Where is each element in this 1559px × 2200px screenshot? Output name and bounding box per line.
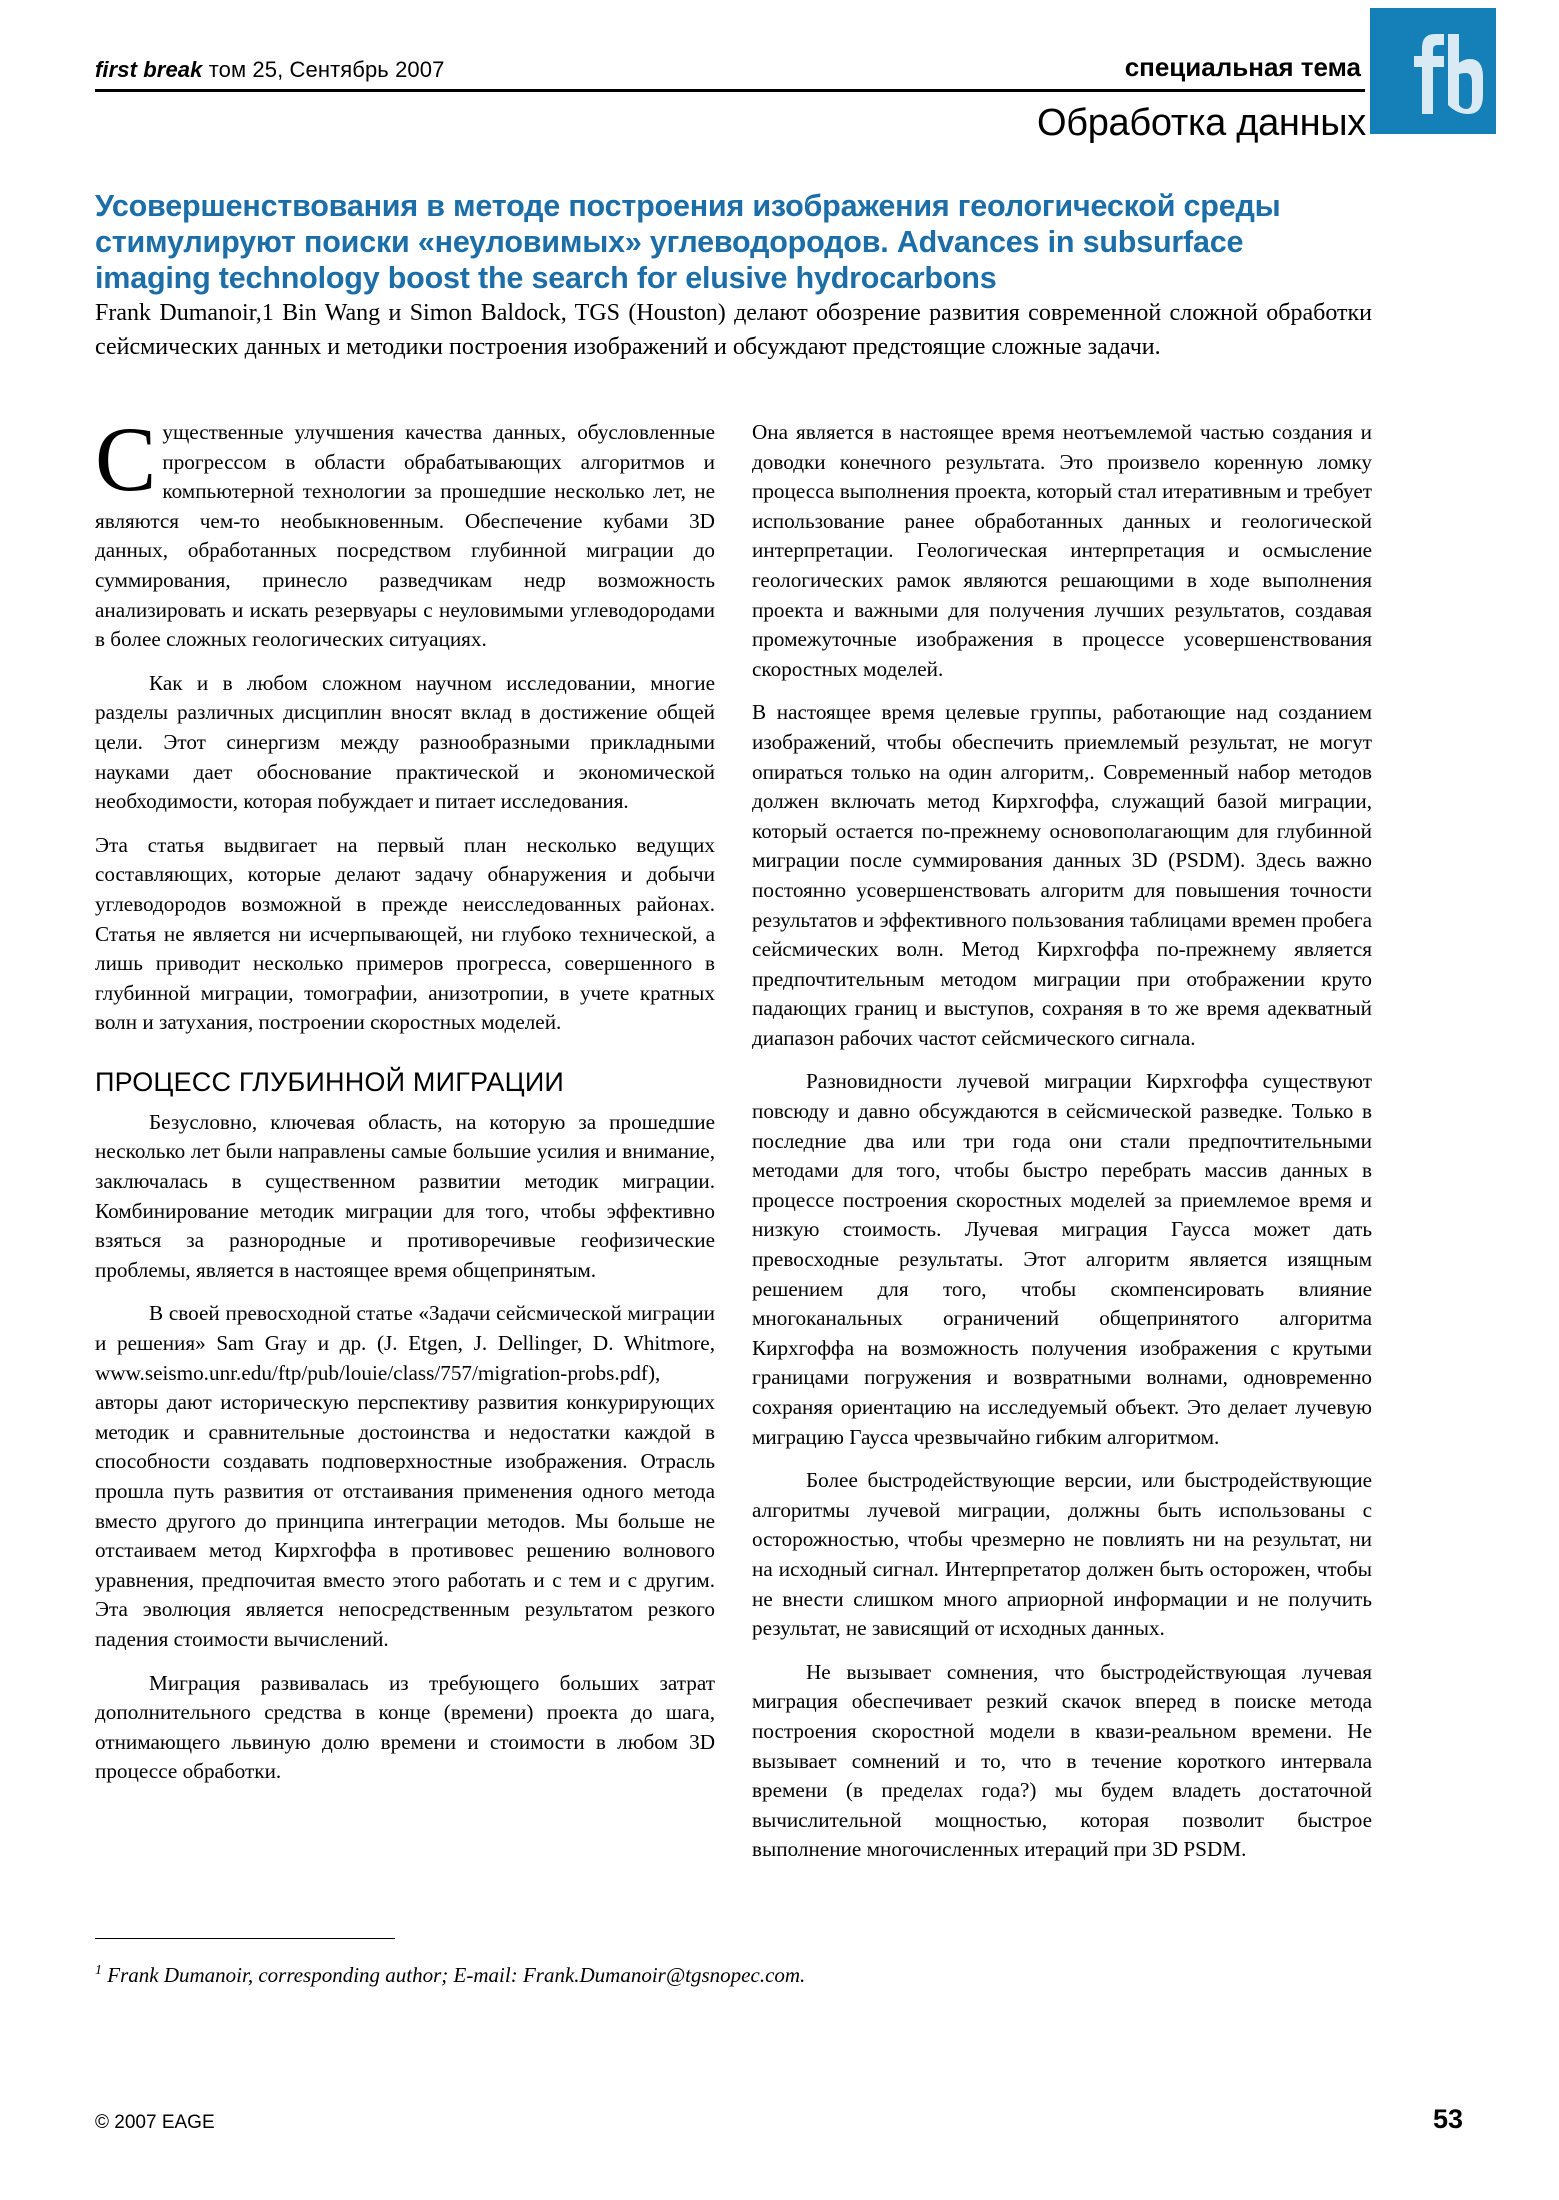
- paragraph: В своей превосходной статье «Задачи сейсмической миграции и решения» Sam Gray и др. (J. Etgen, J. Dellinger, D. Whitmore, www.seismo.unr.edu/ftp/pub/louie/class/757/migration-probs.pdf), авторы дают историческую перспективу развития конкурирующих методик и сравнительные достоинства и недостатки каждой в способности создавать подповерхностные изображения. Отрасль прошла путь развития от отстаивания применения одного метода вместо другого до принципа интеграции методов. Мы больше не отстаиваем метод Кирхгоффа в противовес решению волнового уравнения, предпочитая вместо этого работать и с тем и с другим. Эта эволюция является непосредственным результатом резкого падения стоимости вычислений.: [95, 1301, 715, 1651]
- running-head: [95, 52, 1365, 92]
- article-standfirst: Frank Dumanoir,1 Bin Wang и Simon Baldock, TGS (Houston) делают обозрение развития современной сложной обработки сейсмических данных и методики построения изображений и обсуждают предстоящие сложные задачи.: [95, 300, 1372, 360]
- journal-name: first break: [95, 57, 203, 82]
- article-title: [95, 188, 1375, 296]
- paragraph: Разновидности лучевой миграции Кирхгоффа существуют повсюду и давно обсуждаются в сейсмической разведке. Только в последние два или три года они стали предпочтительными методами для того, чтобы быстро перебрать массив данных в процессе построения скоростных моделей за приемлемое время и низкую стоимость. Лучевая миграция Гаусса может дать превосходные результаты. Этот алгоритм является изящным решением для того, чтобы скомпенсировать влияние многоканальных ограничений общепринятого алгоритма Кирхгоффа на возможность получения изображения с крутыми границами погружения и возвратными волнами, одновременно сохраняя ориентацию на исследуемый объект. Это делает лучевую миграцию Гаусса чрезвычайно гибким алгоритмом.: [752, 1069, 1372, 1449]
- footnote-divider: [95, 1938, 395, 1939]
- copyright-notice: © 2007 EAGE: [95, 2112, 215, 2133]
- first-break-logo: [1370, 8, 1496, 134]
- article-title-line-3: imaging technology boost the search for elusive hydrocarbons: [95, 261, 997, 295]
- section-heading: ПРОЦЕСС ГЛУБИННОЙ МИГРАЦИИ: [95, 1066, 565, 1097]
- paragraph: Она является в настоящее время неотъемлемой частью создания и доводки конечного результата. Это произвело коренную ломку процесса выполнения проекта, который стал итеративным и требует использование ранее обработанных данных и геологической интерпретации. Геологическая интерпретация и осмысление геологических рамок являются решающими в ходе выполнения проекта и важными для получения лучших результатов, создавая промежуточные изображения в процессе усовершенствования скоростных моделей.: [752, 420, 1372, 681]
- article-title-line-1: Усовершенствования в методе построения изображения геологической среды: [95, 189, 1281, 223]
- body-column-left: [95, 408, 715, 1801]
- paragraph: Миграция развивалась из требующего больших затрат дополнительного средства в конце (времени) проекта до шага, отнимающего львиную долю времени и стоимости в любом 3D процессе обработки.: [95, 1670, 715, 1784]
- article-title-line-2: стимулируют поиски «неуловимых» углеводородов. Advances in subsurface: [95, 225, 1244, 259]
- section-kicker: Обработка данных: [1037, 102, 1366, 144]
- paragraph: Эта статья выдвигает на первый план несколько ведущих составляющих, которые делают задачу обнаружения и добычи углеводородов возможной в прежде неисследованных районах. Статья не является ни исчерпывающей, ни глубоко технической, а лишь приводит несколько примеров прогресса, совершенного в глубинной миграции, томографии, анизотропии, в учете кратных волн и затухания, построении скоростных моделей.: [95, 832, 715, 1035]
- paragraph: Безусловно, ключевая область, на которую за прошедшие несколько лет были направлены самые большие усилия и внимание, заключалась в существенном развитии методик миграции. Комбинирование методик миграции для того, чтобы эффективно взяться за разнородные и противоречивые геофизические проблемы, является в настоящее время общепринятым.: [95, 1109, 715, 1282]
- drop-cap: С: [95, 408, 157, 510]
- paragraph: Как и в любом сложном научном исследовании, многие разделы различных дисциплин вносят вклад в достижение общей цели. Этот синергизм между разнообразными прикладными науками дает обоснование практической и экономической необходимости, которая побуждает и питает исследования.: [95, 670, 715, 814]
- paragraph-text: ущественные улучшения качества данных, обусловленные прогрессом в области обрабатывающих алгоритмов и компьютерной технологии за прошедшие несколько лет, не являются чем-то необыкновенным. Обеспечение кубами 3D данных, обработанных посредством глубинной миграции до суммирования, принесло разведчикам недр возможность анализировать и искать резервуары с неуловимыми углеводородами в более сложных геологических ситуациях.: [95, 420, 715, 652]
- body-column-right: [752, 418, 1372, 1879]
- section-label: специальная тема: [1124, 52, 1361, 82]
- paragraph: Не вызывает сомнения, что быстродействующая лучевая миграция обеспечивает резкий скачок вперед в поиске метода построения скоростной модели в квази-реальном времени. Не вызывает сомнений и то, что в течение короткого интервала времени (в пределах года?) мы будем владеть достаточной вычислительной мощностью, которая позволит быстрое выполнение многочисленных итераций при 3D PSDM.: [752, 1659, 1372, 1862]
- running-head-left: [95, 57, 444, 83]
- page-number: 53: [1432, 2104, 1463, 2134]
- paragraph: Более быстродействующие версии, или быстродействующие алгоритмы лучевой миграции, должны быть использованы с осторожностью, чтобы чрезмерно не повлиять ни на результат, ни на исходный сигнал. Интерпретатор должен быть осторожен, чтобы не внести слишком много априорной информации и не получить результат, не зависящий от исходных данных.: [752, 1468, 1372, 1641]
- journal-issue: том 25, Сентябрь 2007: [202, 57, 445, 82]
- footnote-text: Frank Dumanoir, corresponding author; E-mail: Frank.Dumanoir@tgsnopec.com.: [102, 1963, 806, 1987]
- paragraph: В настоящее время целевые группы, работающие над созданием изображений, чтобы обеспечить приемлемый результат, не могут опираться только на один алгоритм,. Современный набор методов должен включать метод Кирхгоффа, служащий базой миграции, который остается по-прежнему основополагающим для глубинной миграции после суммирования данных 3D (PSDM). Здесь важно постоянно усовершенствовать алгоритм для повышения точности результатов и эффективного пользования таблицами времен пробега сейсмических волн. Метод Кирхгоффа по-прежнему является предпочтительным методом миграции при отображении круто падающих границ и выступов, сохраняя в то же время адекватный диапазон рабочих частот сейсмического сигнала.: [752, 700, 1372, 1050]
- paragraph: [95, 408, 715, 655]
- footnote-marker: 1: [95, 1963, 102, 1978]
- footnote: [95, 1957, 1365, 1989]
